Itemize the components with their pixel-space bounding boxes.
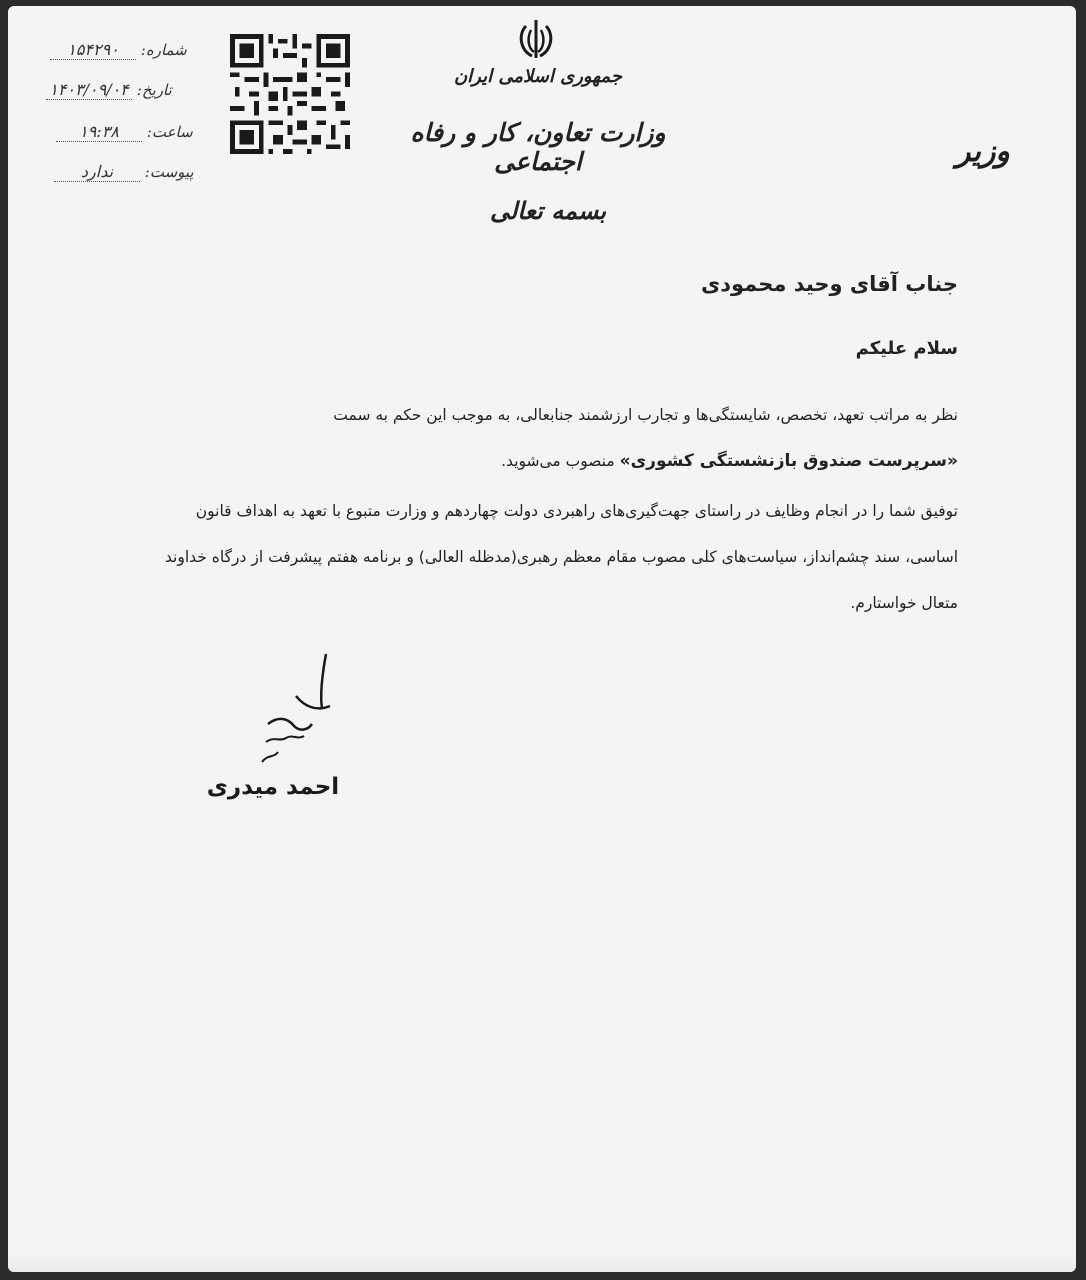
attachment-row [54,162,194,182]
number-label: شماره: [140,41,187,59]
ministry-heading: وزارت تعاون، کار و رفاه اجتماعی [410,118,666,176]
date-value: ۱۴۰۳/۰۹/۰۴ [46,80,132,100]
date-row [46,80,172,100]
appointment-end: منصوب می‌شوید. [501,452,620,470]
invocation-heading: بسمه تعالی [489,196,607,225]
wishes-paragraph: توفیق شما را در انجام وظایف در راستای جهت‌گیری‌های راهبردی دولت چهاردهم و وزارت متبوع با تعهد به اهداف قانون اساسی، سند چشم‌انداز، سیاست‌های کلی مصوب مقام معظم رهبری(مدظله العالی) و برنامه هفتم پیشرفت از درگاه خداوند متعال خواستارم. [164,502,958,612]
page-bottom-edge [8,1254,1076,1272]
number-value: ۱۵۴۲۹۰ [50,40,136,60]
appointment-position: «سرپرست صندوق بازنشستگی کشوری» [619,451,958,471]
number-row [50,40,187,60]
letter-page [8,6,1076,1272]
attachment-value: ندارد [54,162,140,182]
recipient-line: جناب آقای وحید محمودی [700,272,958,296]
country-heading: جمهوری اسلامی ایران [453,66,623,87]
office-title: وزیر [956,134,1010,169]
greeting-line: سلام علیکم [855,338,958,359]
time-label: ساعت: [146,123,193,141]
date-label: تاریخ: [136,81,172,99]
attachment-label: پیوست: [144,163,194,181]
time-value: ۱۹:۳۸ [56,122,142,142]
signer-name: احمد میدری [206,774,340,800]
appointment-paragraph [158,392,958,484]
appointment-text: نظر به مراتب تعهد، تخصص، شایستگی‌ها و تجارب ارزشمند جنابعالی، به موجب این حکم به سمت [333,406,958,424]
emblem-icon [512,16,560,64]
qr-code-icon [230,34,350,154]
time-row [56,122,193,142]
